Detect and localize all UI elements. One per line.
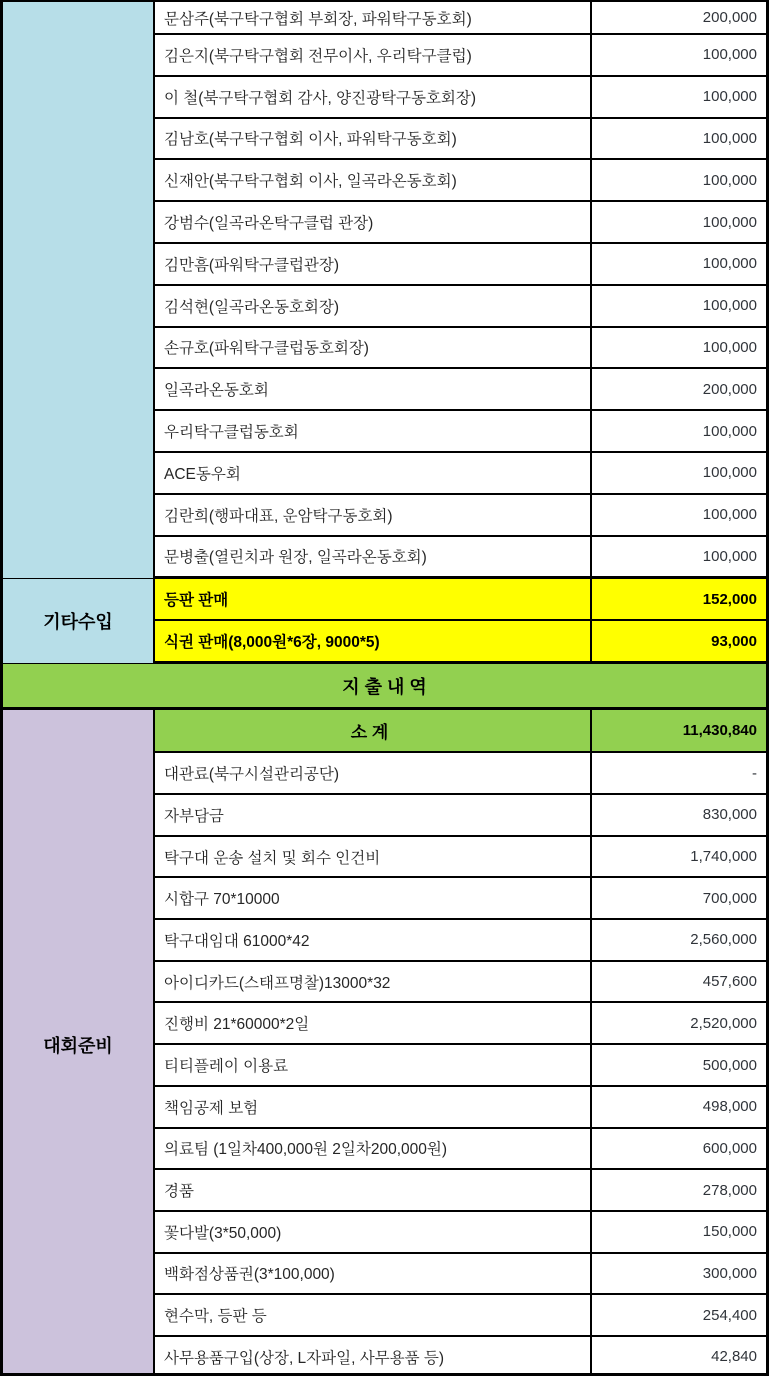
- other-income-category-label: 기타수입: [43, 612, 113, 633]
- income-amount-cell[interactable]: [590, 495, 766, 535]
- expense-amount-cell[interactable]: [590, 920, 766, 960]
- income-amount-value: 200,000: [702, 9, 757, 26]
- expense-amount-cell[interactable]: [590, 795, 766, 835]
- income-item-label: 손규호(파워탁구클럽동호회장): [164, 340, 369, 358]
- expense-item-label: 백화점상품권(3*100,000): [164, 1266, 335, 1284]
- income-item-cell[interactable]: [155, 160, 590, 200]
- expense-row: [155, 962, 766, 1004]
- expense-item-label: 시합구 70*10000: [164, 891, 280, 909]
- income-item-cell[interactable]: [155, 119, 590, 159]
- income-item-cell[interactable]: [155, 411, 590, 451]
- expense-amount-value: 700,000: [702, 889, 757, 907]
- income-item-label: 김은지(북구탁구협회 전무이사, 우리탁구클럽): [164, 47, 472, 65]
- expense-row: [155, 1003, 766, 1045]
- expense-row: [155, 1337, 766, 1376]
- other-income-amount-value: 152,000: [702, 590, 757, 608]
- income-amount-value: 100,000: [702, 255, 757, 273]
- expense-item-cell[interactable]: [155, 1337, 590, 1376]
- income-amount-value: 100,000: [702, 213, 757, 231]
- expense-amount-value: -: [752, 764, 757, 782]
- expense-row: [155, 1129, 766, 1171]
- income-amount-cell[interactable]: [590, 202, 766, 242]
- expense-item-label: 대관료(북구시설관리공단): [164, 766, 340, 784]
- other-income-item-cell[interactable]: [155, 579, 590, 619]
- expense-subtotal-row: [155, 710, 766, 753]
- income-item-label: 우리탁구클럽동호회: [164, 424, 299, 442]
- income-item-label: 문병출(열린치과 원장, 일곡라온동호회): [164, 549, 427, 567]
- expense-item-label: 탁구대 운송 설치 및 회수 인건비: [164, 849, 381, 867]
- expense-amount-cell[interactable]: [590, 1170, 766, 1210]
- expense-item-cell[interactable]: [155, 1170, 590, 1210]
- expense-amount-value: 150,000: [702, 1223, 757, 1241]
- expense-row: [155, 1254, 766, 1296]
- income-item-label: 김만흠(파워탁구클럽관장): [164, 256, 340, 274]
- income-section: [3, 2, 766, 578]
- expense-item-label: 티티플레이 이용료: [164, 1058, 289, 1076]
- expense-amount-cell[interactable]: [590, 837, 766, 877]
- expense-amount-cell[interactable]: [590, 753, 766, 793]
- expense-amount-value: 1,740,000: [690, 848, 757, 866]
- other-income-item-cell[interactable]: [155, 621, 590, 661]
- expense-item-label: 사무용품구입(상장, L자파일, 사무용품 등): [164, 1349, 445, 1367]
- income-item-cell[interactable]: [155, 77, 590, 117]
- expense-row: [155, 1212, 766, 1254]
- other-income-row: [155, 579, 766, 621]
- expense-item-cell[interactable]: [155, 878, 590, 918]
- expense-item-cell[interactable]: [155, 1003, 590, 1043]
- expense-item-cell[interactable]: [155, 920, 590, 960]
- expense-category-label: 대회준비: [43, 1035, 113, 1056]
- other-income-amount-cell[interactable]: [590, 579, 766, 619]
- income-row: [155, 244, 766, 286]
- income-item-cell[interactable]: [155, 286, 590, 326]
- income-item-label: 문삼주(북구탁구협회 부회장, 파워탁구동호회): [164, 10, 472, 28]
- expense-amount-cell[interactable]: [590, 1212, 766, 1252]
- other-income-item-label: 등판 판매: [164, 592, 229, 610]
- expense-row: [155, 753, 766, 795]
- expense-section: [3, 710, 766, 1376]
- income-amount-cell[interactable]: [590, 537, 766, 577]
- expense-category-cell[interactable]: [3, 710, 155, 1376]
- expense-amount-cell[interactable]: [590, 878, 766, 918]
- income-rows: [155, 2, 766, 578]
- income-row: [155, 411, 766, 453]
- income-item-label: ACE동우회: [164, 465, 241, 483]
- income-amount-value: 100,000: [702, 129, 757, 147]
- income-item-cell[interactable]: [155, 369, 590, 409]
- expense-row: [155, 1295, 766, 1337]
- expense-section-header-title: 지 출 내 역: [342, 676, 427, 697]
- income-amount-value: 100,000: [702, 88, 757, 106]
- income-amount-cell[interactable]: [590, 453, 766, 493]
- income-amount-value: 100,000: [702, 422, 757, 440]
- expense-row: [155, 1045, 766, 1087]
- income-amount-cell[interactable]: [590, 77, 766, 117]
- expense-amount-cell[interactable]: [590, 1337, 766, 1376]
- expense-row: [155, 1087, 766, 1129]
- income-row: [155, 453, 766, 495]
- expense-item-label: 의료팀 (1일차400,000원 2일차200,000원): [164, 1141, 447, 1159]
- income-item-cell[interactable]: [155, 202, 590, 242]
- income-item-label: 신재안(북구탁구협회 이사, 일곡라온동호회): [164, 173, 457, 191]
- expense-row: [155, 920, 766, 962]
- expense-amount-cell[interactable]: [590, 1254, 766, 1294]
- income-amount-value: 100,000: [702, 506, 757, 524]
- expense-item-label: 현수막, 등판 등: [164, 1308, 267, 1326]
- expense-item-label: 책임공제 보험: [164, 1099, 259, 1117]
- expense-item-cell[interactable]: [155, 837, 590, 877]
- expense-row: [155, 795, 766, 837]
- expense-item-label: 아이디카드(스태프명찰)13000*32: [164, 974, 391, 992]
- income-item-label: 김남호(북구탁구협회 이사, 파워탁구동호회): [164, 131, 457, 149]
- expense-item-cell[interactable]: [155, 1295, 590, 1335]
- expense-amount-value: 830,000: [702, 806, 757, 824]
- income-item-label: 김란희(행파대표, 운암탁구동호회): [164, 507, 393, 525]
- income-item-cell[interactable]: [155, 495, 590, 535]
- expense-section-header[interactable]: [3, 663, 766, 710]
- expense-row: [155, 837, 766, 879]
- income-amount-value: 100,000: [702, 464, 757, 482]
- expense-item-label: 꽃다발(3*50,000): [164, 1224, 282, 1242]
- income-amount-value: 100,000: [702, 297, 757, 315]
- income-amount-cell[interactable]: [590, 35, 766, 75]
- expense-item-cell[interactable]: [155, 962, 590, 1002]
- expense-subtotal-label: 소 계: [350, 723, 389, 743]
- income-row: [155, 77, 766, 119]
- expense-item-cell[interactable]: [155, 795, 590, 835]
- other-income-row: [155, 621, 766, 663]
- expense-item-label: 탁구대임대 61000*42: [164, 932, 310, 950]
- expense-amount-value: 498,000: [702, 1098, 757, 1116]
- income-amount-cell[interactable]: [590, 411, 766, 451]
- expense-row: [155, 878, 766, 920]
- income-amount-cell[interactable]: [590, 286, 766, 326]
- income-row: [155, 119, 766, 161]
- income-row: [155, 537, 766, 579]
- expense-amount-value: 300,000: [702, 1264, 757, 1282]
- expense-amount-value: 42,840: [711, 1348, 757, 1366]
- other-income-rows: [155, 579, 766, 663]
- other-income-amount-cell[interactable]: [590, 621, 766, 661]
- expense-rows: [155, 710, 766, 1376]
- expense-amount-value: 278,000: [702, 1181, 757, 1199]
- expense-subtotal-cell[interactable]: [155, 710, 590, 751]
- income-item-cell[interactable]: [155, 2, 590, 33]
- expense-amount-cell[interactable]: [590, 1087, 766, 1127]
- income-item-label: 강범수(일곡라온탁구클럽 관장): [164, 215, 374, 233]
- expense-amount-value: 500,000: [702, 1056, 757, 1074]
- expense-item-label: 경품: [164, 1183, 194, 1201]
- expense-item-cell[interactable]: [155, 1045, 590, 1085]
- expense-amount-cell[interactable]: [590, 1129, 766, 1169]
- income-amount-cell[interactable]: [590, 369, 766, 409]
- other-income-item-label: 식권 판매(8,000원*6장, 9000*5): [164, 634, 380, 652]
- expense-amount-value: 2,520,000: [690, 1014, 757, 1032]
- income-row: [155, 35, 766, 77]
- other-income-section: [3, 578, 766, 663]
- expense-amount-cell[interactable]: [590, 1003, 766, 1043]
- income-category-cell[interactable]: [3, 2, 155, 578]
- income-row: [155, 286, 766, 328]
- expense-item-label: 진행비 21*60000*2일: [164, 1016, 310, 1034]
- income-amount-cell[interactable]: [590, 244, 766, 284]
- income-amount-cell[interactable]: [590, 160, 766, 200]
- income-row: [155, 2, 766, 35]
- income-item-cell[interactable]: [155, 328, 590, 368]
- income-row: [155, 369, 766, 411]
- income-row: [155, 328, 766, 370]
- income-item-cell[interactable]: [155, 453, 590, 493]
- expense-amount-value: 254,400: [702, 1306, 757, 1324]
- expense-item-cell[interactable]: [155, 753, 590, 793]
- expense-subtotal-amount-value: 11,430,840: [682, 722, 757, 740]
- expense-amount-cell[interactable]: [590, 1295, 766, 1335]
- income-amount-value: 100,000: [702, 338, 757, 356]
- other-income-category-cell[interactable]: [3, 579, 155, 663]
- income-row: [155, 495, 766, 537]
- income-amount-value: 100,000: [702, 46, 757, 64]
- income-amount-value: 100,000: [702, 547, 757, 565]
- income-amount-cell[interactable]: [590, 328, 766, 368]
- expense-item-cell[interactable]: [155, 1087, 590, 1127]
- expense-amount-value: 600,000: [702, 1139, 757, 1157]
- expense-item-label: 자부담금: [164, 807, 224, 825]
- expense-item-cell[interactable]: [155, 1212, 590, 1252]
- income-item-label: 일곡라온동호회: [164, 382, 269, 400]
- expense-row: [155, 1170, 766, 1212]
- income-amount-cell[interactable]: [590, 2, 766, 33]
- expense-amount-value: 457,600: [702, 973, 757, 991]
- expense-amount-value: 2,560,000: [690, 931, 757, 949]
- other-income-amount-value: 93,000: [711, 632, 757, 650]
- income-item-label: 김석현(일곡라온동호회장): [164, 298, 340, 316]
- expense-item-cell[interactable]: [155, 1254, 590, 1294]
- income-item-label: 이 철(북구탁구협회 감사, 양진광탁구동호회장): [164, 89, 477, 107]
- income-row: [155, 160, 766, 202]
- expense-item-cell[interactable]: [155, 1129, 590, 1169]
- expense-subtotal-amount-cell[interactable]: [590, 710, 766, 751]
- income-amount-value: 100,000: [702, 171, 757, 189]
- income-item-cell[interactable]: [155, 35, 590, 75]
- expense-amount-cell[interactable]: [590, 962, 766, 1002]
- income-item-cell[interactable]: [155, 537, 590, 577]
- income-row: [155, 202, 766, 244]
- income-amount-cell[interactable]: [590, 119, 766, 159]
- income-amount-value: 200,000: [702, 380, 757, 398]
- income-item-cell[interactable]: [155, 244, 590, 284]
- expense-amount-cell[interactable]: [590, 1045, 766, 1085]
